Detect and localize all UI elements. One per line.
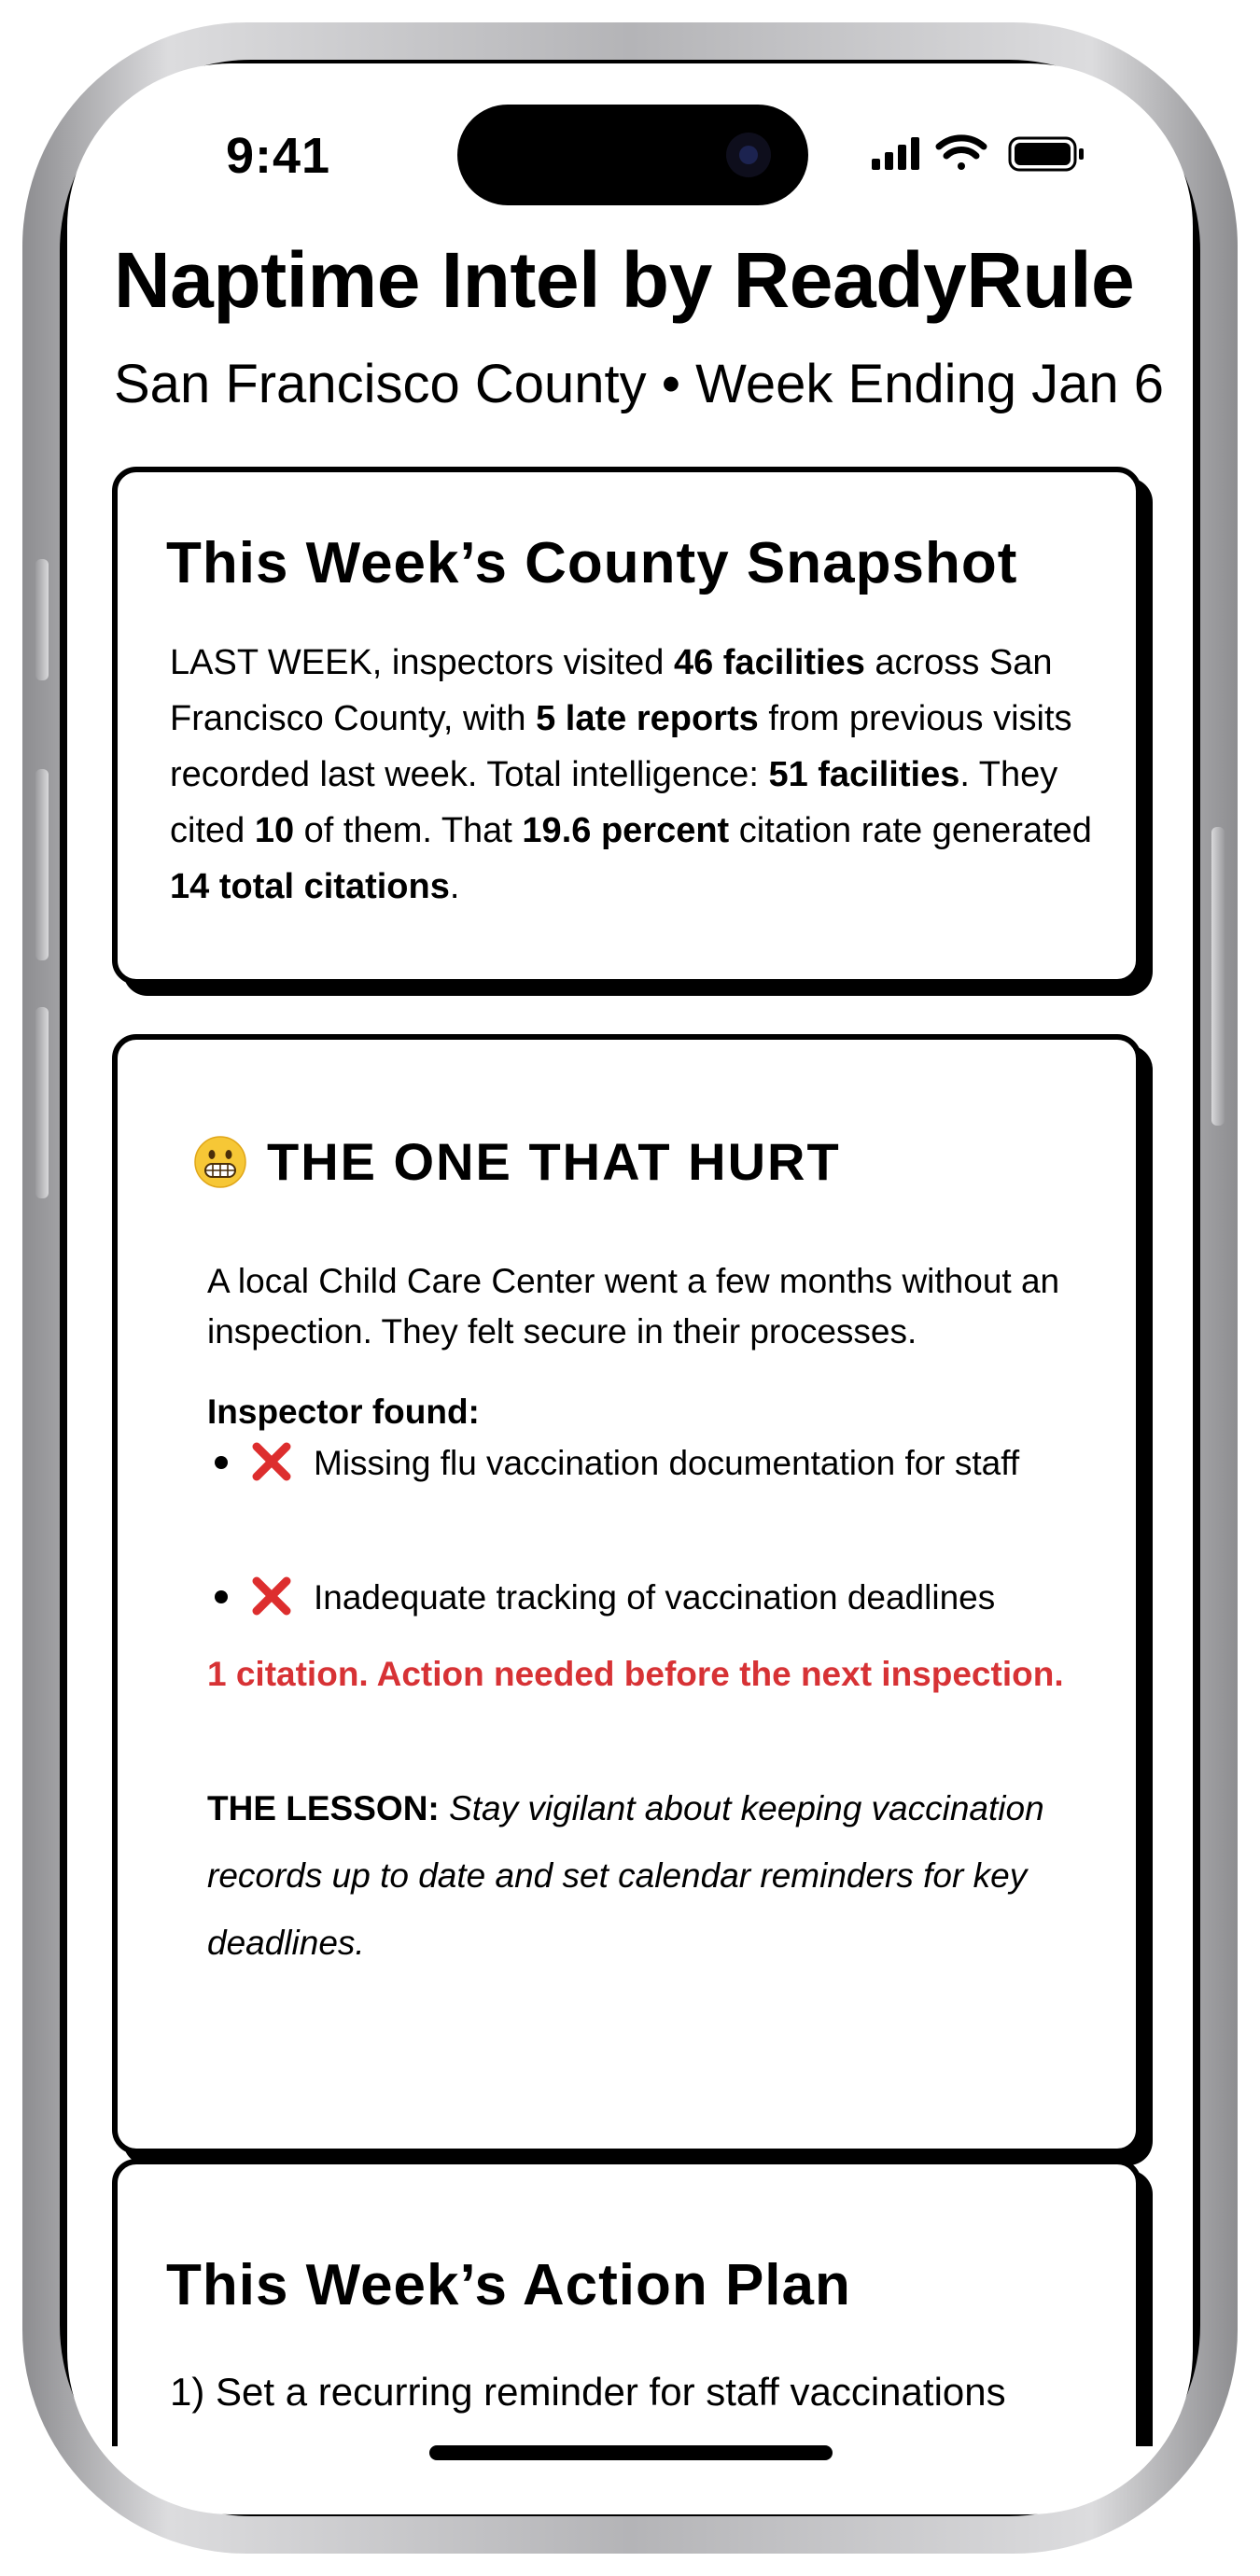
story-title: THE ONE THAT HURT [267, 1132, 841, 1191]
story-card [112, 1034, 1141, 2154]
snapshot-text: LAST WEEK, inspectors visited [170, 643, 674, 682]
cellular-signal-icon [872, 137, 919, 170]
wifi-icon [939, 138, 984, 170]
battery-icon [1010, 138, 1084, 170]
bullet-dot [215, 1456, 228, 1469]
bullet-dot [215, 1590, 228, 1603]
newsletter-scroll-area[interactable] [67, 63, 1193, 2446]
status-icons [872, 133, 1096, 179]
lesson-text [207, 1775, 1075, 1977]
phone-screen[interactable] [67, 63, 1193, 2514]
snapshot-text: of them. That [294, 811, 523, 850]
action-plan-card [112, 2159, 1141, 2446]
snapshot-body [170, 635, 1113, 915]
red-x-icon [250, 1440, 293, 1483]
status-time: 9:41 [226, 128, 331, 184]
home-indicator[interactable] [429, 2445, 833, 2460]
story-header [194, 1131, 841, 1192]
inspector-found-label: Inspector found: [207, 1393, 480, 1431]
red-x-icon [250, 1575, 293, 1617]
county-snapshot-card [112, 467, 1141, 985]
volume-down-button [35, 1007, 49, 1198]
snapshot-text: . They cited [170, 755, 1058, 850]
grimacing-face-icon [194, 1136, 246, 1188]
snapshot-text: citation rate generated [729, 811, 1092, 850]
facilities-visited: 46 facilities [673, 643, 865, 682]
total-citations: 14 total citations [170, 867, 450, 906]
front-camera [726, 133, 771, 177]
action-plan-title: This Week’s Action Plan [166, 2253, 851, 2317]
lesson-label: THE LESSON: [207, 1789, 440, 1827]
snapshot-title: This Week’s County Snapshot [166, 531, 1018, 595]
story-intro: A local Child Care Center went a few months without an inspection. They felt secure in their processes. [207, 1262, 1060, 1351]
page-subtitle: San Francisco County • Week Ending Jan 6 [114, 354, 1165, 414]
finding-item [207, 1430, 1075, 1497]
snapshot-text: . [449, 867, 460, 906]
cited-count: 10 [254, 811, 295, 850]
total-facilities: 51 facilities [768, 755, 960, 794]
snapshot-text: from previous visits recorded last week. Total intelligence: [170, 699, 1072, 794]
finding-item [207, 1564, 1075, 1631]
action-button [35, 559, 49, 680]
action-plan-item: 1) Set a recurring reminder for staff vaccinations [170, 2370, 1006, 2414]
finding-text: Missing flu vaccination documentation for staff [314, 1444, 1020, 1482]
snapshot-text: across San Francisco County, with [170, 643, 1053, 738]
page-title: Naptime Intel by ReadyRule [114, 236, 1135, 324]
side-button [1211, 827, 1225, 1126]
lesson-body: Stay vigilant about keeping vaccination records up to date and set calendar reminders for key deadlines. [207, 1789, 1044, 1962]
citation-warning: 1 citation. Action needed before the next inspection. [207, 1655, 1064, 1693]
citation-rate: 19.6 percent [522, 811, 730, 850]
volume-up-button [35, 769, 49, 960]
late-reports: 5 late reports [536, 699, 759, 738]
dynamic-island [457, 105, 808, 205]
finding-text: Inadequate tracking of vaccination deadlines [314, 1578, 996, 1617]
